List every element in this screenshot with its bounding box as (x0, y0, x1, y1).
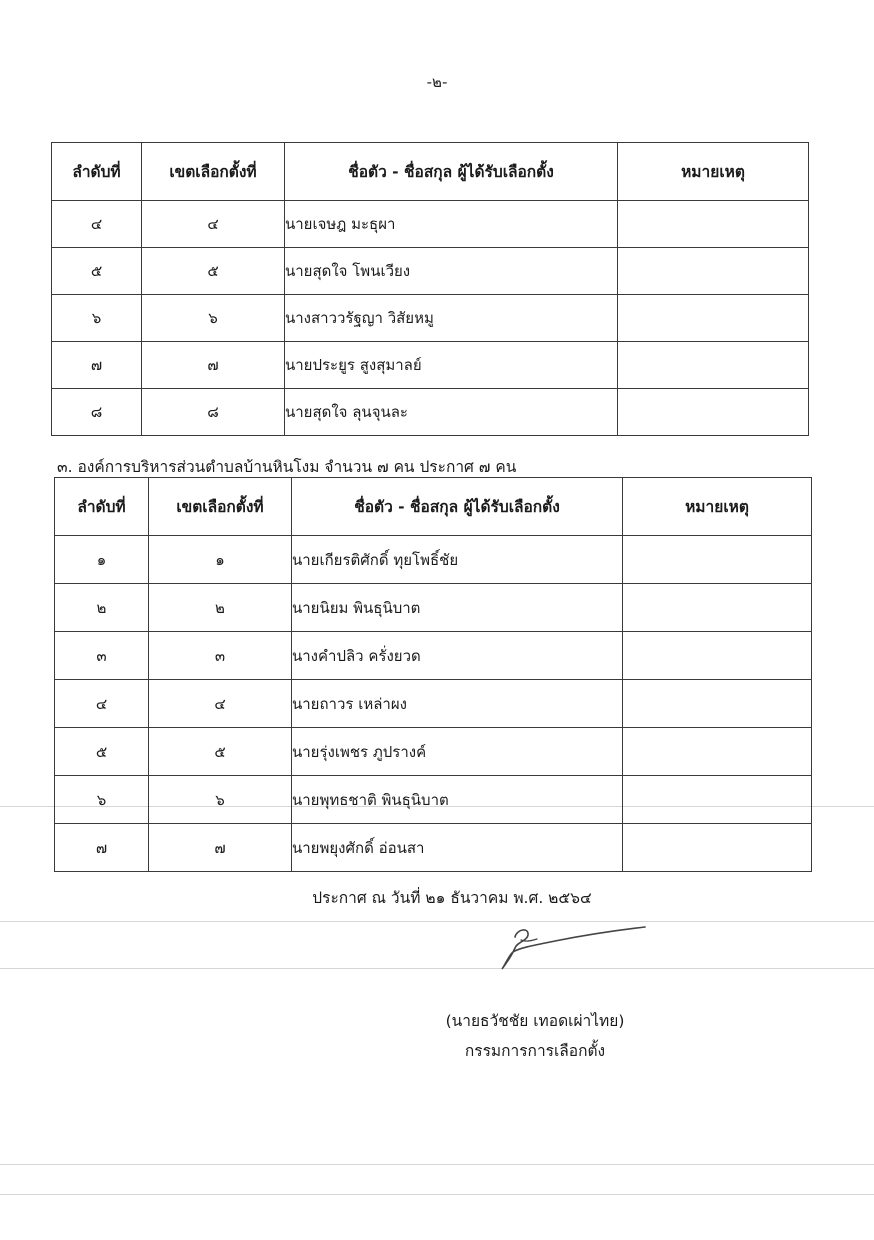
order-cell: ๖ (55, 776, 149, 824)
remark-cell (618, 342, 809, 389)
table-row (52, 342, 809, 389)
remark-cell (623, 728, 812, 776)
remark-cell (623, 536, 812, 584)
table-row (55, 632, 812, 680)
header-name: ชื่อตัว - ชื่อสกุล ผู้ได้รับเลือกตั้ง (285, 143, 618, 201)
section-3-title: ๓. องค์การบริหารส่วนตำบลบ้านหินโงม จำนวน ๗ คน ประกาศ ๗ คน (57, 458, 517, 476)
table-header-row (52, 143, 809, 201)
page-number: -๒- (426, 73, 448, 91)
order-cell: ๒ (55, 584, 149, 632)
elected-members-table-2 (54, 477, 812, 872)
table-header-row (55, 478, 812, 536)
header-name: ชื่อตัว - ชื่อสกุล ผู้ได้รับเลือกตั้ง (292, 478, 623, 536)
order-cell: ๘ (52, 389, 142, 436)
order-cell: ๖ (52, 295, 142, 342)
announcement-date: ประกาศ ณ วันที่ ๒๑ ธันวาคม พ.ศ. ๒๕๖๔ (312, 889, 592, 907)
district-cell: ๘ (142, 389, 285, 436)
table-row (55, 680, 812, 728)
order-cell: ๔ (52, 201, 142, 248)
table-row (52, 389, 809, 436)
handwritten-signature (495, 915, 655, 975)
signer-name: (นายธวัชชัย เทอดเผ่าไทย) (445, 1012, 625, 1030)
remark-cell (618, 295, 809, 342)
remark-cell (623, 776, 812, 824)
remark-cell (623, 584, 812, 632)
district-cell: ๒ (149, 584, 292, 632)
table-row (52, 248, 809, 295)
table-row (55, 824, 812, 872)
district-cell: ๔ (142, 201, 285, 248)
name-cell: นายรุ่งเพชร ภูปรางค์ (292, 728, 623, 776)
elected-members-table-1 (51, 142, 809, 436)
header-order: ลำดับที่ (52, 143, 142, 201)
order-cell: ๕ (52, 248, 142, 295)
order-cell: ๑ (55, 536, 149, 584)
order-cell: ๔ (55, 680, 149, 728)
table-row (52, 201, 809, 248)
remark-cell (618, 248, 809, 295)
name-cell: นายพุทธชาติ พินธุนิบาต (292, 776, 623, 824)
header-district: เขตเลือกตั้งที่ (142, 143, 285, 201)
remark-cell (618, 389, 809, 436)
remark-cell (623, 632, 812, 680)
header-remark: หมายเหตุ (623, 478, 812, 536)
name-cell: นายเจษฎ มะธุผา (285, 201, 618, 248)
name-cell: นายนิยม พินธุนิบาต (292, 584, 623, 632)
order-cell: ๓ (55, 632, 149, 680)
name-cell: นายเกียรติศักดิ์ ทุยโพธิ์ชัย (292, 536, 623, 584)
district-cell: ๖ (142, 295, 285, 342)
district-cell: ๔ (149, 680, 292, 728)
table-row (52, 295, 809, 342)
order-cell: ๕ (55, 728, 149, 776)
district-cell: ๕ (142, 248, 285, 295)
remark-cell (623, 680, 812, 728)
name-cell: นายสุดใจ ลุนจุนละ (285, 389, 618, 436)
header-order: ลำดับที่ (55, 478, 149, 536)
table-row (55, 536, 812, 584)
remark-cell (618, 201, 809, 248)
header-district: เขตเลือกตั้งที่ (149, 478, 292, 536)
order-cell: ๗ (52, 342, 142, 389)
remark-cell (623, 824, 812, 872)
name-cell: นายสุดใจ โพนเวียง (285, 248, 618, 295)
header-remark: หมายเหตุ (618, 143, 809, 201)
signer-title: กรรมการการเลือกตั้ง (464, 1042, 606, 1060)
name-cell: นางสาววรัฐญา วิสัยหมู (285, 295, 618, 342)
order-cell: ๗ (55, 824, 149, 872)
district-cell: ๗ (149, 824, 292, 872)
district-cell: ๓ (149, 632, 292, 680)
district-cell: ๕ (149, 728, 292, 776)
table-row (55, 728, 812, 776)
district-cell: ๖ (149, 776, 292, 824)
name-cell: นายพยุงศักดิ์ อ่อนสา (292, 824, 623, 872)
table-row (55, 776, 812, 824)
district-cell: ๗ (142, 342, 285, 389)
name-cell: นายถาวร เหล่าผง (292, 680, 623, 728)
table-row (55, 584, 812, 632)
name-cell: นายประยูร สูงสุมาลย์ (285, 342, 618, 389)
name-cell: นางคำปลิว ครั่งยวด (292, 632, 623, 680)
district-cell: ๑ (149, 536, 292, 584)
